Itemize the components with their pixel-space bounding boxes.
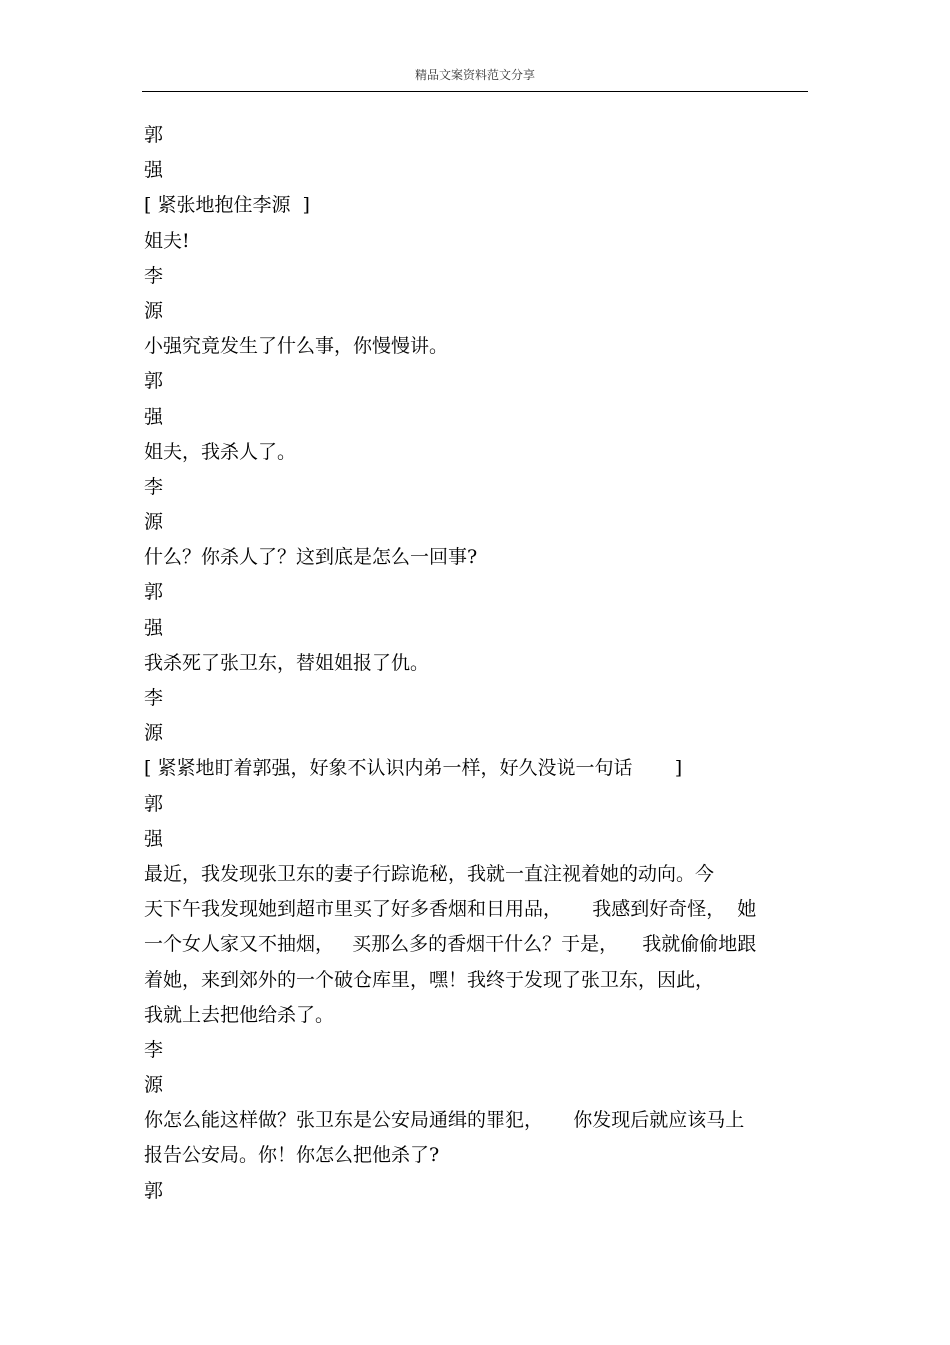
text-line: 郭	[144, 370, 164, 393]
text-line: [ 紧紧地盯着郭强，好象不认识内弟一样，好久没说一句话 ]	[144, 757, 683, 780]
text-line: 报告公安局。你！你怎么把他杀了?	[144, 1144, 440, 1167]
document-body	[144, 118, 808, 1209]
text-line: 李	[144, 475, 164, 498]
text-line: 郭	[144, 124, 164, 146]
text-line: 李	[144, 264, 164, 287]
text-line: 着她，来到郊外的一个破仓库里，嘿！我终于发现了张卫东，因此，	[144, 968, 715, 991]
text-line: 郭	[144, 792, 164, 815]
text-line: 郭	[144, 1179, 164, 1202]
text-line: 郭	[144, 581, 164, 604]
text-line: 源	[144, 299, 164, 322]
text-line: 姐夫!	[144, 229, 190, 252]
text-line: 我杀死了张卫东，替姐姐报了仇。	[144, 651, 430, 674]
text-line: [ 紧张地抱住李源 ]	[144, 194, 310, 217]
text-line: 强	[144, 405, 164, 428]
header-title: 精品文案资料范文分享	[414, 68, 535, 82]
text-line: 强	[144, 827, 164, 850]
text-line: 源	[144, 722, 164, 745]
text-line: 强	[144, 159, 164, 182]
text-line: 最近，我发现张卫东的妻子行踪诡秘，我就一直注视着她的动向。今	[144, 862, 715, 885]
text-line: 天下午我发现她到超市里买了好多香烟和日用品， 我感到好奇怪， 她	[144, 898, 757, 921]
text-line: 李	[144, 687, 164, 709]
text-line: 一个女人家又不抽烟， 买那么多的香烟干什么？于是， 我就偷偷地跟	[144, 933, 757, 956]
text-line: 姐夫，我杀人了。	[144, 440, 297, 463]
page-header	[142, 60, 808, 92]
text-line: 源	[144, 511, 164, 534]
text-line: 小强究竟发生了什么事，你慢慢讲。	[144, 335, 449, 358]
text-line: 什么？你杀人了？这到底是怎么一回事?	[144, 546, 478, 569]
text-line: 源	[144, 1074, 164, 1097]
text-line: 我就上去把他给杀了。	[144, 1003, 335, 1026]
text-line: 强	[144, 616, 164, 639]
text-line: 李	[144, 1038, 164, 1061]
text-line: 你怎么能这样做？张卫东是公安局通缉的罪犯， 你发现后就应该马上	[144, 1109, 745, 1132]
